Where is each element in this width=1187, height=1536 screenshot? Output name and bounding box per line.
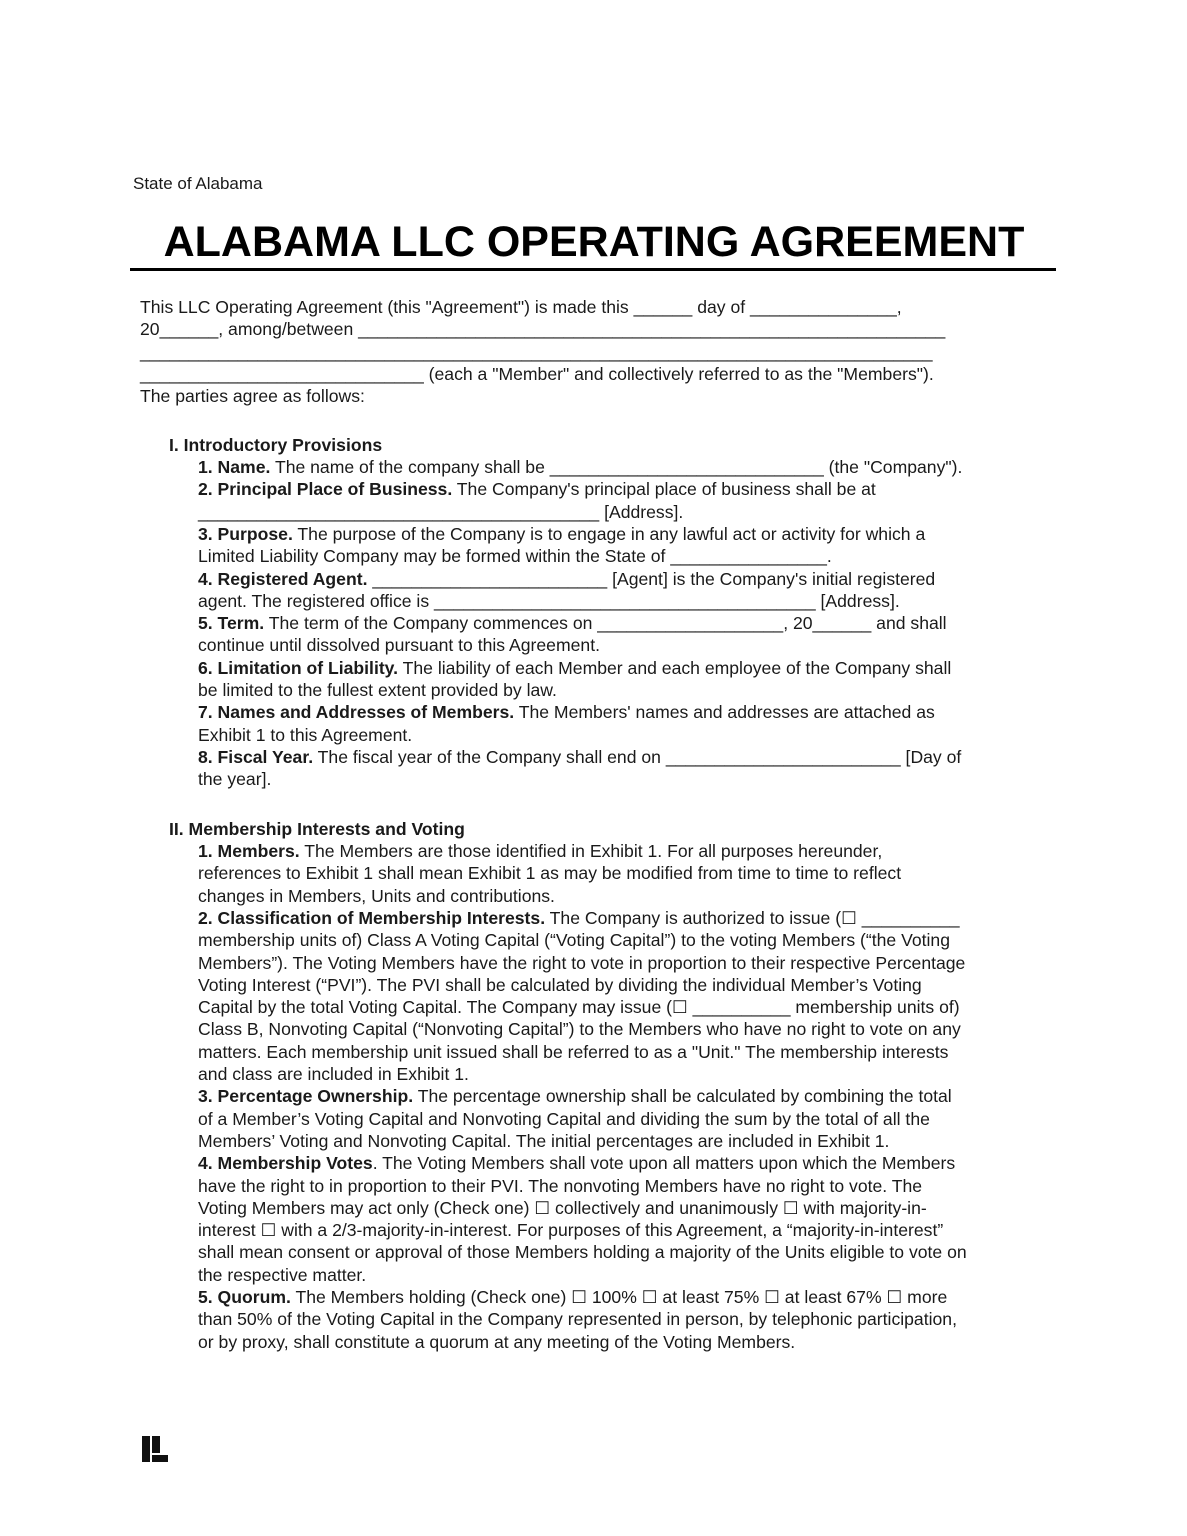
clause-line bbox=[198, 974, 922, 996]
intro-line: This LLC Operating Agreement (this "Agreement") is made this ______ day of _______________, bbox=[140, 297, 902, 317]
clause-line bbox=[198, 724, 412, 746]
clause-heading: 1. Name. bbox=[198, 457, 271, 477]
clause-heading: 7. Names and Addresses of Members. bbox=[198, 702, 515, 723]
clause-heading: 2. Classification of Membership Interests. bbox=[198, 907, 546, 928]
clause-text: Limited Liability Company may be formed within the State of ________________. bbox=[198, 546, 832, 567]
clause-line bbox=[198, 1041, 948, 1063]
clause-line bbox=[198, 478, 876, 500]
clause-line bbox=[198, 1308, 957, 1330]
clause-line bbox=[198, 1197, 927, 1219]
intro-line: The parties agree as follows: bbox=[140, 386, 365, 406]
clause-line bbox=[198, 634, 600, 656]
intro-line: _________________________________________________________________________________ bbox=[140, 342, 933, 362]
clause-text: interest ☐ with a 2/3-majority-in-interest. For purposes of this Agreement, a “majority-in-interest” bbox=[198, 1220, 944, 1241]
clause-line bbox=[198, 568, 935, 590]
clause-text: Members”). The Voting Members have the right to vote in proportion to their respective Percentage bbox=[198, 952, 966, 973]
clause-line bbox=[198, 1175, 922, 1197]
clause-text: agent. The registered office is _______________________________________ [Address]. bbox=[198, 590, 900, 611]
clause-heading: 6. Limitation of Liability. bbox=[198, 657, 399, 678]
section-1-heading: I. Introductory Provisions bbox=[169, 435, 383, 455]
clause-text: of a Member’s Voting Capital and Nonvoting Capital and dividing the sum by the total of all the bbox=[198, 1108, 930, 1129]
clause-text: or by proxy, shall constitute a quorum at any meeting of the Voting Members. bbox=[198, 1331, 796, 1352]
clause-heading: 1. Members. bbox=[198, 841, 300, 861]
clause-line bbox=[198, 1219, 943, 1241]
clause-line bbox=[198, 1331, 795, 1353]
clause-text: continue until dissolved pursuant to this Agreement. bbox=[198, 635, 600, 656]
clause-text: Capital by the total Voting Capital. The Company may issue (☐ __________ membership units of) bbox=[198, 997, 960, 1018]
clause-line bbox=[198, 501, 683, 523]
clause-heading: 5. Term. bbox=[198, 613, 265, 634]
clause-text: The percentage ownership shall be calculated by combining the total bbox=[413, 1086, 952, 1107]
clause-text: The name of the company shall be ____________________________ (the "Company"). bbox=[270, 457, 963, 477]
clause-line bbox=[198, 862, 901, 884]
clause-text: Members’ Voting and Nonvoting Capital. The initial percentages are included in Exhibit 1. bbox=[198, 1130, 890, 1151]
clause-text: Voting Interest (“PVI”). The PVI shall be calculated by dividing the individual Member’s Voting bbox=[198, 974, 922, 995]
clause-line bbox=[198, 590, 900, 612]
clause-text: than 50% of the Voting Capital in the Company represented in person, by telephonic participation, bbox=[198, 1309, 957, 1330]
clause-line bbox=[198, 679, 557, 701]
clause-line bbox=[198, 1130, 889, 1152]
clause-text: . The Voting Members shall vote upon all matters upon which the Members bbox=[372, 1153, 956, 1174]
document-title: ALABAMA LLC OPERATING AGREEMENT bbox=[163, 218, 1025, 266]
title-underline bbox=[130, 268, 1056, 271]
clause-heading: 5. Quorum. bbox=[198, 1287, 291, 1307]
clause-line bbox=[198, 523, 925, 545]
clause-line bbox=[198, 840, 882, 862]
clause-line bbox=[198, 907, 960, 929]
clause-line bbox=[198, 545, 832, 567]
clause-text: have the right to in proportion to their PVI. The nonvoting Members have no right to vote. The bbox=[198, 1175, 923, 1196]
clause-line bbox=[198, 456, 962, 478]
clause-text: shall mean consent or approval of those Members holding a majority of the Units eligible to vote on bbox=[198, 1242, 967, 1263]
clause-line bbox=[198, 1241, 967, 1263]
clause-text: The fiscal year of the Company shall end on ________________________ [Day of bbox=[313, 746, 962, 767]
clause-line bbox=[198, 952, 965, 974]
clause-heading: 4. Registered Agent. bbox=[198, 568, 368, 589]
clause-line bbox=[198, 1108, 930, 1130]
clause-text: The Members holding (Check one) ☐ 100% ☐ at least 75% ☐ at least 67% ☐ more bbox=[290, 1287, 948, 1307]
clause-line bbox=[198, 1063, 469, 1085]
clause-heading: 2. Principal Place of Business. bbox=[198, 479, 453, 500]
clause-line bbox=[198, 1152, 955, 1174]
legal-templates-logo-icon bbox=[140, 1434, 170, 1464]
intro-line: _____________________________ (each a "Member" and collectively referred to as the "Members"). bbox=[140, 364, 934, 384]
clause-line bbox=[198, 996, 960, 1018]
clause-heading: 4. Membership Votes bbox=[198, 1153, 373, 1174]
clause-text: The Members are those identified in Exhibit 1. For all purposes hereunder, bbox=[299, 841, 883, 861]
clause-heading: 3. Percentage Ownership. bbox=[198, 1086, 414, 1107]
clause-text: the year]. bbox=[198, 769, 272, 790]
clause-text: changes in Members, Units and contributions. bbox=[198, 885, 555, 906]
clause-text: The Members' names and addresses are attached as bbox=[514, 702, 935, 723]
clause-text: matters. Each membership unit issued shall be referred to as a "Unit." The membership interests bbox=[198, 1041, 949, 1062]
clause-line bbox=[198, 701, 935, 723]
section-2-heading: II. Membership Interests and Voting bbox=[169, 819, 465, 839]
clause-text: The liability of each Member and each employee of the Company shall bbox=[398, 657, 952, 678]
clause-line bbox=[198, 1264, 366, 1286]
clause-text: be limited to the fullest extent provided by law. bbox=[198, 680, 557, 700]
clause-heading: 3. Purpose. bbox=[198, 523, 293, 544]
clause-line bbox=[198, 768, 271, 790]
clause-line bbox=[198, 1085, 952, 1107]
clause-text: Voting Members may act only (Check one) ☐ collectively and unanimously ☐ with majority-in- bbox=[198, 1197, 927, 1218]
clause-text: Exhibit 1 to this Agreement. bbox=[198, 724, 413, 745]
clause-line bbox=[198, 885, 555, 907]
clause-text: The purpose of the Company is to engage in any lawful act or activity for which a bbox=[292, 523, 926, 544]
clause-heading: 8. Fiscal Year. bbox=[198, 746, 314, 767]
clause-text: The term of the Company commences on ___________________, 20______ and shall bbox=[264, 613, 947, 634]
clause-line bbox=[198, 657, 951, 679]
clause-text: ________________________ [Agent] is the Company's initial registered bbox=[367, 568, 936, 589]
clause-text: the respective matter. bbox=[198, 1264, 367, 1285]
clause-text: references to Exhibit 1 shall mean Exhibit 1 as may be modified from time to time to reflect bbox=[198, 863, 902, 884]
clause-text: The Company's principal place of business shall be at bbox=[452, 479, 876, 500]
intro-line: 20______, among/between ____________________________________________________________ bbox=[140, 319, 946, 339]
state-label: State of Alabama bbox=[133, 174, 263, 193]
clause-text: The Company is authorized to issue (☐ __________ bbox=[545, 907, 960, 928]
clause-line bbox=[198, 1018, 961, 1040]
clause-line bbox=[198, 612, 947, 634]
clause-line bbox=[198, 929, 950, 951]
clause-text: Class B, Nonvoting Capital (“Nonvoting Capital”) to the Members who have no right to vote on any bbox=[198, 1019, 961, 1040]
clause-text: _________________________________________ [Address]. bbox=[198, 501, 684, 522]
clause-line bbox=[198, 746, 961, 768]
clause-line bbox=[198, 1286, 947, 1308]
clause-text: and class are included in Exhibit 1. bbox=[198, 1064, 469, 1084]
clause-text: membership units of) Class A Voting Capital (“Voting Capital”) to the voting Members (“the Voting bbox=[198, 930, 951, 951]
